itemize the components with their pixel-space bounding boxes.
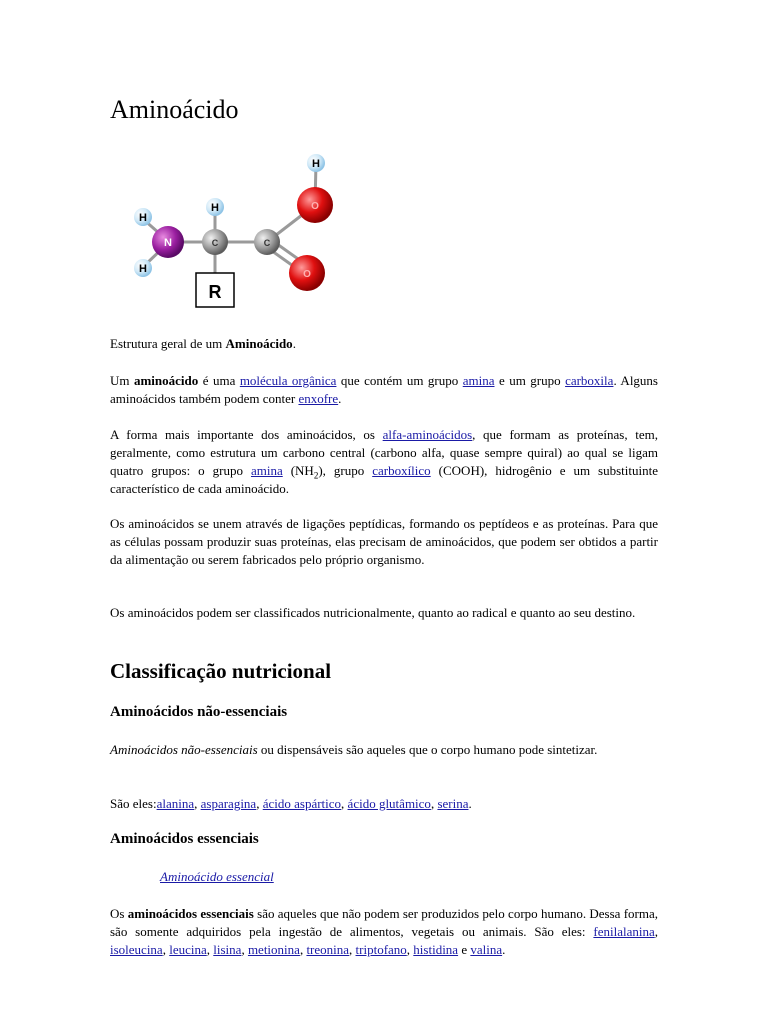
link-alanina[interactable]: alanina [156, 796, 195, 811]
svg-text:N: N [164, 237, 172, 249]
svg-text:H: H [139, 263, 147, 275]
text: (COOH), hidrogênio e um substituinte característico de cada aminoácido. [110, 463, 658, 496]
link-alfa-aminoacidos[interactable]: alfa-aminoácidos [382, 427, 473, 442]
caption-end: . [292, 336, 296, 351]
subscript: 2 [313, 470, 319, 481]
text: que contém um grupo [336, 373, 463, 388]
heading-essenciais: Aminoácidos essenciais [110, 831, 259, 847]
text: , [194, 796, 201, 811]
text: , [162, 942, 170, 957]
hydrogen-atom-4 [307, 154, 325, 172]
link-enxofre[interactable]: enxofre [298, 391, 339, 406]
nitrogen-atom [152, 226, 184, 258]
text: Um [110, 373, 134, 388]
text: . Alguns aminoácidos também podem conter [110, 373, 658, 406]
hydrogen-atom-2 [134, 259, 152, 277]
link-amina[interactable]: amina [250, 463, 283, 478]
text: são aqueles que não podem ser produzidos pelo corpo humano. Dessa forma, são somente adquiridos pela ingestão de alimentos, vegetais ou animais. São eles: [110, 906, 659, 939]
svg-text:H: H [211, 202, 219, 214]
caption-text: Estrutura geral de um [110, 336, 226, 351]
svg-text:O: O [311, 201, 319, 212]
text: e um grupo [494, 373, 566, 388]
carbonyl-oxygen-atom [289, 255, 325, 291]
text: , [256, 796, 263, 811]
page-title: Aminoácido [110, 95, 239, 124]
text: , [349, 942, 356, 957]
paragraph-classification: Os aminoácidos podem ser classificados nutricionalmente, quanto ao radical e quanto ao seu destino. [110, 605, 636, 620]
link-fenilalanina[interactable]: fenilalanina [593, 924, 655, 939]
figure-caption [110, 335, 658, 353]
text: é uma [198, 373, 240, 388]
link-serina[interactable]: serina [437, 796, 469, 811]
paragraph-nao-essenciais [110, 741, 658, 759]
link-triptofano[interactable]: triptofano [355, 942, 407, 957]
paragraph-essenciais [110, 905, 658, 959]
svg-text:H: H [139, 212, 147, 224]
text: . [502, 942, 506, 957]
link-aminoacido-essencial[interactable]: Aminoácido essencial [160, 869, 274, 884]
text: ou dispensáveis são aqueles que o corpo humano pode sintetizar. [257, 742, 598, 757]
text: , [241, 942, 248, 957]
link-ácido-aspártico[interactable]: ácido aspártico [262, 796, 342, 811]
hydrogen-atom-3 [206, 198, 224, 216]
link-histidina[interactable]: histidina [413, 942, 459, 957]
link-carboxilico[interactable]: carboxílico [372, 463, 431, 478]
text: e [458, 942, 471, 957]
bold-term: aminoácidos essenciais [127, 906, 254, 921]
text: São eles: [110, 796, 157, 811]
link-carboxila[interactable]: carboxila [565, 373, 614, 388]
r-group-box [196, 273, 234, 307]
text: . [338, 391, 342, 406]
caption-bold: Aminoácido [225, 336, 293, 351]
hydrogen-atom-1 [134, 208, 152, 226]
paragraph-peptides: Os aminoácidos se unem através de ligações peptídicas, formando os peptídeos e as proteínas. Para que as células possam produzir suas proteínas, elas precisam de aminoácidos, que podem ser obtidos a partir da alimentação ou serem fabricados pelo próprio organismo. [110, 516, 658, 567]
svg-text:O: O [303, 269, 311, 280]
link-molecula-organica[interactable]: molécula orgânica [239, 373, 337, 388]
text: , que formam as proteínas, tem, geralmente, como estrutura um carbono central (carbono alfa, quase sempre quiral) ao qual se ligam quatro grupos: o grupo [110, 427, 658, 478]
text: , [341, 796, 348, 811]
text: , [299, 942, 307, 957]
text: . [468, 796, 472, 811]
link-lisina[interactable]: lisina [213, 942, 242, 957]
text: A forma mais importante dos aminoácidos, os [110, 427, 383, 442]
paragraph-intro [110, 372, 658, 408]
text: , [406, 942, 414, 957]
text: ), grupo [318, 463, 373, 478]
carboxyl-carbon-atom [254, 229, 280, 255]
list-nao-essenciais [110, 795, 658, 813]
italic-term: Aminoácidos não-essenciais [110, 742, 258, 757]
text: Os [110, 906, 128, 921]
bold-term: aminoácido [133, 373, 199, 388]
heading-classificacao-nutricional: Classificação nutricional [110, 659, 332, 683]
amino-acid-structure-diagram [122, 145, 362, 315]
link-valina[interactable]: valina [470, 942, 503, 957]
paragraph-structure [110, 426, 658, 498]
text: , [206, 942, 214, 957]
heading-nao-essenciais: Aminoácidos não-essenciais [110, 704, 288, 720]
svg-text:C: C [263, 238, 271, 248]
svg-text:R: R [208, 282, 222, 302]
text: , [654, 924, 658, 939]
svg-text:H: H [312, 158, 320, 170]
text: , [430, 796, 438, 811]
link-treonina[interactable]: treonina [306, 942, 350, 957]
link-asparagina[interactable]: asparagina [200, 796, 257, 811]
link-metionina[interactable]: metionina [247, 942, 300, 957]
link-isoleucina[interactable]: isoleucina [110, 942, 163, 957]
hydroxyl-oxygen-atom [297, 187, 333, 223]
link-leucina[interactable]: leucina [169, 942, 207, 957]
link-ácido-glutâmico[interactable]: ácido glutâmico [347, 796, 431, 811]
alpha-carbon-atom [202, 229, 228, 255]
text: (NH [282, 463, 314, 478]
link-amina[interactable]: amina [462, 373, 495, 388]
svg-text:C: C [211, 238, 219, 248]
